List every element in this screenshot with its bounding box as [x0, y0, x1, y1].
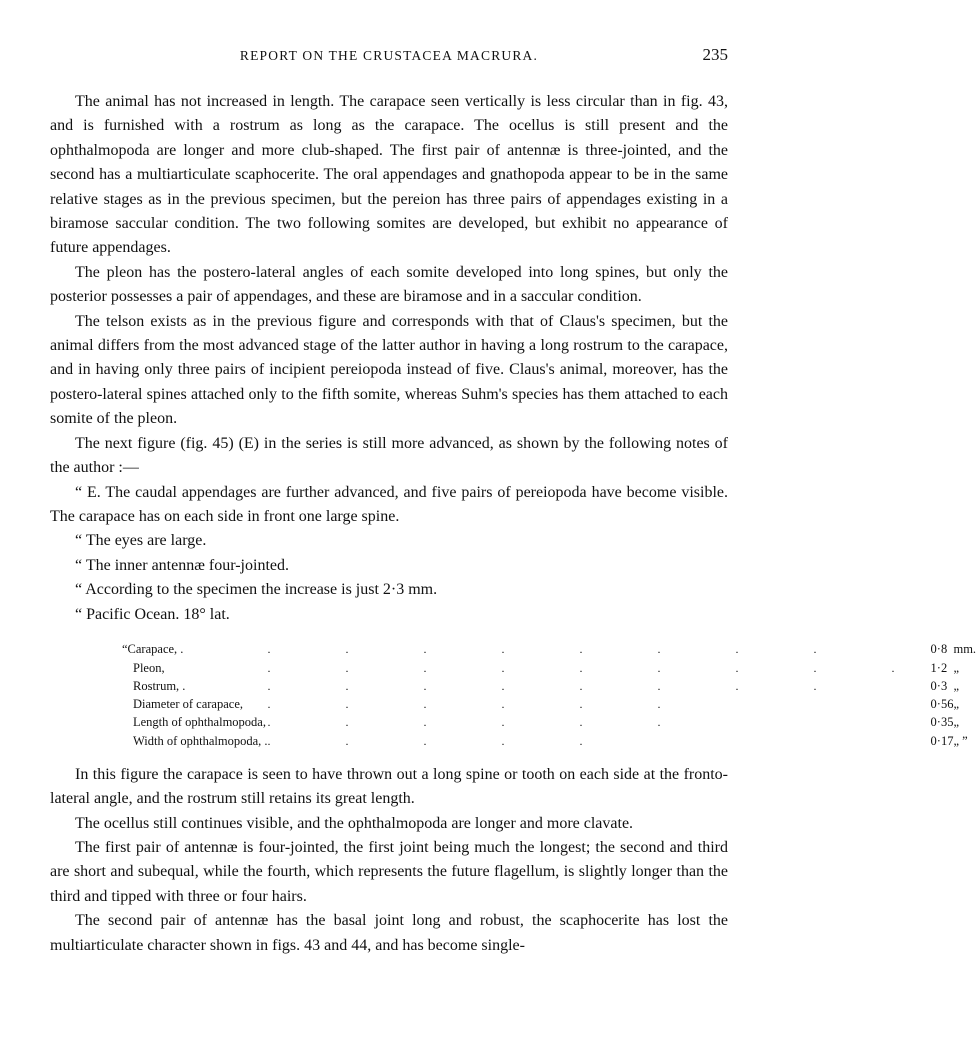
measurement-value: 0·8	[930, 642, 948, 657]
paragraph: The first pair of antennæ is four-jointed, the first joint being much the longest; the second and third are short and subequal, while the fourth, which represents the future flagellum, is slightly longer than the third and tipped with three or four hairs.	[50, 838, 728, 905]
measurement-label: Rostrum, .	[133, 678, 186, 693]
measurement-unit: „	[953, 715, 960, 730]
document-page	[50, 40, 976, 958]
quote-line: “ The inner antennæ four-jointed.	[75, 556, 289, 574]
paragraph: The pleon has the postero-lateral angles of each somite developed into long spines, but only the posterior possesses a pair of appendages, and these are biramose and in a saccular condition.	[50, 263, 728, 306]
quote-line: “ According to the specimen the increase is just 2·3 mm.	[75, 581, 438, 599]
leader-dots: . . . . .	[267, 733, 619, 748]
measurement-value: 0·56	[930, 697, 954, 712]
leader-dots: . . . . . .	[267, 715, 697, 730]
quote-line: “ Pacific Ocean. 18° lat.	[75, 605, 230, 623]
measurement-value: 0·17	[930, 733, 954, 748]
leader-dots: . . . . . . . . .	[267, 660, 931, 675]
quote-line: “ The eyes are large.	[75, 532, 207, 550]
measurement-value: 0·35	[930, 715, 954, 730]
running-title: REPORT ON THE CRUSTACEA MACRURA.	[239, 48, 539, 63]
page-number: 235	[702, 45, 728, 64]
table-row	[122, 712, 976, 730]
leader-dots: . . . . . . . .	[267, 642, 853, 657]
table-row	[122, 676, 976, 694]
paragraph: The animal has not increased in length. The carapace seen vertically is less circular than in fig. 43, and is furnished with a rostrum as long as the carapace. The ocellus is still present and the ophthalmopoda are longer and more club-shaped. The first pair of antennæ is three-jointed, and the second has a multiarticulate scaphocerite. The oral appendages and gnathopoda appear to be in the same relative stages as in the previous specimen, but the pereion has three pairs of appendages existing in a biramose saccular condition. The two following somites are developed, but exhibit no appearance of future appendages.	[50, 93, 728, 257]
table-row	[122, 639, 976, 657]
measurement-unit: mm.	[953, 642, 976, 657]
measurement-unit: „	[953, 697, 960, 712]
measurement-label: “Carapace, .	[122, 642, 184, 657]
measurement-unit: „	[953, 660, 960, 675]
measurement-label: Diameter of carapace,	[133, 697, 243, 712]
paragraph: The second pair of antennæ has the basal joint long and robust, the scaphocerite has lost the multiarticulate character shown in figs. 43 and 44, and has become single-	[50, 912, 728, 954]
table-row	[122, 657, 976, 675]
page-header	[50, 40, 728, 70]
paragraph: The telson exists as in the previous figure and corresponds with that of Claus's specimen, but the animal differs from the most advanced stage of the latter author in having a long rostrum to the carapace, and in having only three pairs of incipient pereiopoda instead of five. Claus's animal, moreover, has the postero-lateral spines attached only to the fifth somite, whereas Suhm's species has them attached to each somite of the pleon.	[50, 312, 728, 428]
table-row	[122, 730, 976, 748]
paragraph: The ocellus still continues visible, and the ophthalmopoda are longer and more clavate.	[75, 814, 634, 832]
measurements-table	[122, 639, 976, 749]
leader-dots: . . . . . . . .	[267, 678, 853, 693]
measurement-unit: „	[953, 678, 960, 693]
paragraph: The next figure (fig. 45) (E) in the series is still more advanced, as shown by the following notes of the author :—	[50, 434, 728, 477]
table-row	[122, 694, 976, 712]
measurement-unit: „ ”	[953, 733, 968, 748]
author-notes-quote	[50, 481, 728, 627]
measurement-label: Pleon,	[133, 660, 165, 675]
paragraph: In this figure the carapace is seen to have thrown out a long spine or tooth on each side at the fronto-lateral angle, and the rostrum still retains its great length.	[50, 765, 728, 808]
leader-dots: . . . . . .	[267, 697, 697, 712]
measurement-label: Width of ophthalmopoda, .	[133, 733, 268, 748]
measurement-value: 0·3	[930, 678, 948, 693]
measurement-value: 1·2	[930, 660, 948, 675]
quote-paragraph: “ E. The caudal appendages are further advanced, and five pairs of pereiopoda have become visible. The carapace has on each side in front one large spine.	[50, 483, 728, 525]
measurement-label: Length of ophthalmopoda,	[133, 715, 266, 730]
